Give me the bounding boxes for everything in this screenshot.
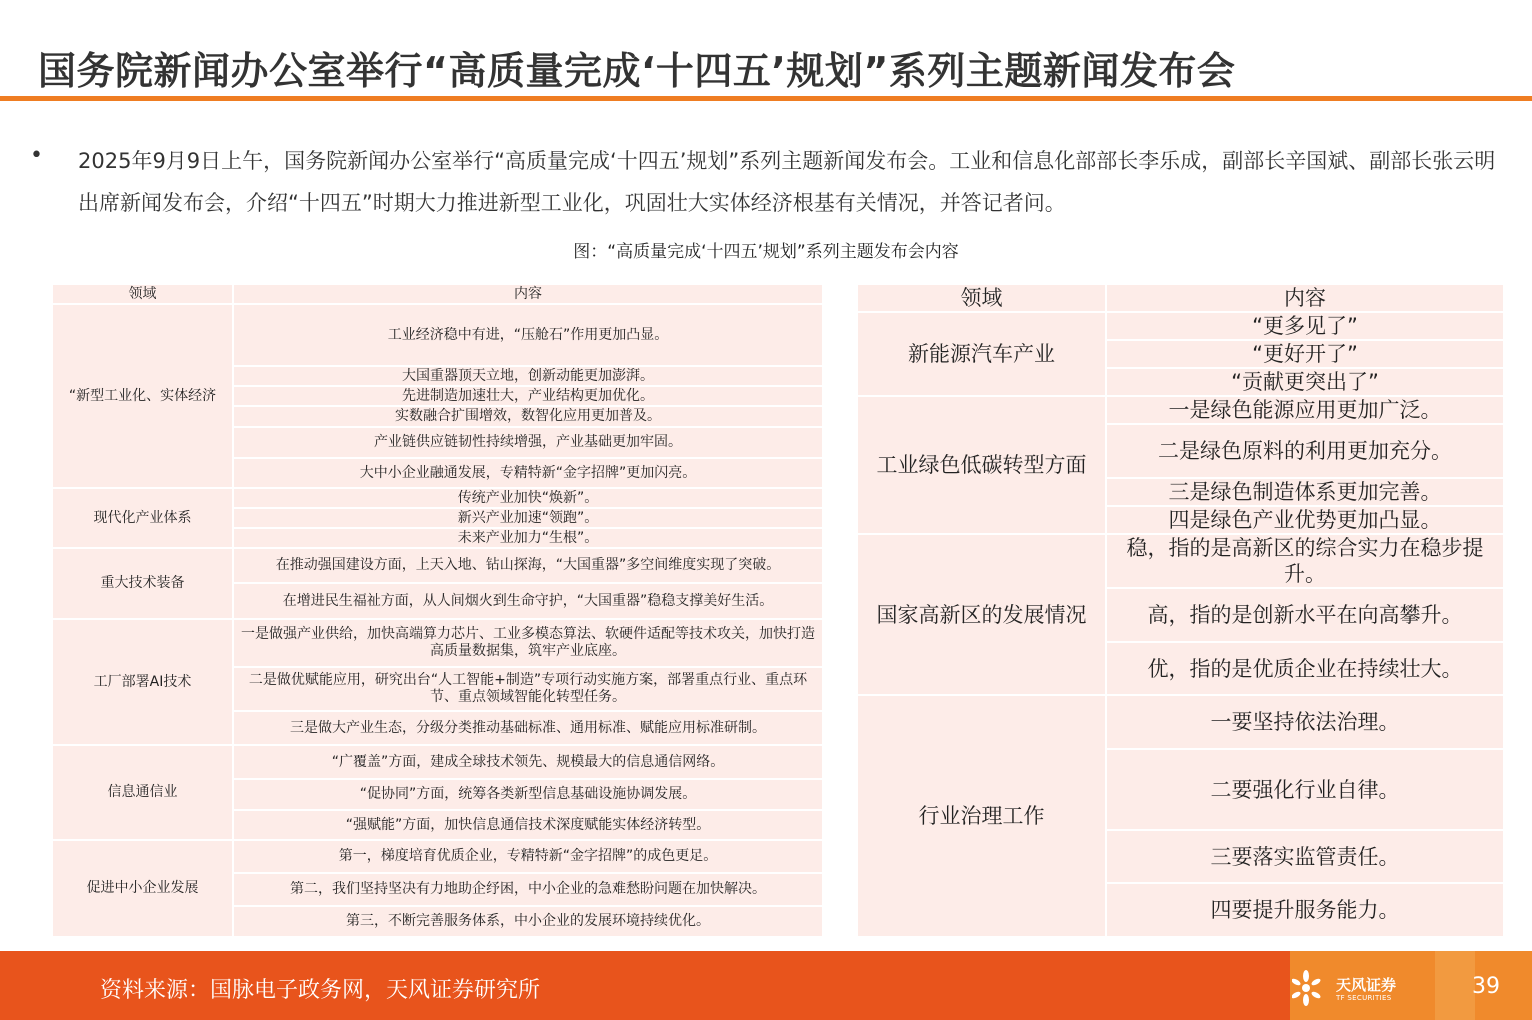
right-field-cell: 新能源汽车产业 bbox=[857, 312, 1106, 396]
left-content-cell: 工业经济稳中有进，“压舱石”作用更加凸显。 bbox=[233, 304, 823, 366]
right-content-cell: 一是绿色能源应用更加广泛。 bbox=[1106, 396, 1504, 424]
left-field-cell: “新型工业化、实体经济 bbox=[52, 304, 233, 488]
left-content-cell: 三是做大产业生态，分级分类推动基础标准、通用标准、赋能应用标准研制。 bbox=[233, 711, 823, 745]
bullet-marker: • bbox=[30, 143, 43, 168]
table-row bbox=[52, 548, 823, 583]
left-field-cell: 重大技术装备 bbox=[52, 548, 233, 619]
left-content-cell: 大国重器顶天立地，创新动能更加澎湃。 bbox=[233, 366, 823, 386]
left-content-cell: 产业链供应链韧性持续增强，产业基础更加牢固。 bbox=[233, 427, 823, 458]
left-field-cell: 工厂部署AI技术 bbox=[52, 619, 233, 745]
left-content-cell: 实数融合扩围增效，数智化应用更加普及。 bbox=[233, 406, 823, 427]
left-content-cell: 传统产业加快“焕新”。 bbox=[233, 488, 823, 508]
right-content-cell: 稳，指的是高新区的综合实力在稳步提升。 bbox=[1106, 534, 1504, 588]
intro-paragraph: 2025年9月9日上午，国务院新闻办公室举行“高质量完成‘十四五’规划”系列主题新闻发布会。工业和信息化部部长李乐成，副部长辛国斌、副部长张云明出席新闻发布会，介绍“十四五”时期大力推进新型工业化，巩固壮大实体经济根基有关情况，并答记者问。 bbox=[78, 149, 1496, 215]
logo-subtitle: TF SECURITIES bbox=[1336, 994, 1392, 1002]
right-table bbox=[856, 283, 1505, 938]
right-content-cell: 四要提升服务能力。 bbox=[1106, 883, 1504, 937]
right-content-cell: 二是绿色原料的利用更加充分。 bbox=[1106, 424, 1504, 478]
left-content-cell: 二是做优赋能应用，研究出台“人工智能+制造”专项行动实施方案，部署重点行业、重点环节、重点领域智能化转型任务。 bbox=[233, 667, 823, 711]
right-content-cell: 三是绿色制造体系更加完善。 bbox=[1106, 478, 1504, 506]
left-content-cell: 在推动强国建设方面，上天入地、钻山探海，“大国重器”多空间维度实现了突破。 bbox=[233, 548, 823, 583]
table-row bbox=[857, 396, 1504, 424]
left-content-cell: 一是做强产业供给，加快高端算力芯片、工业多模态算法、软硬件适配等技术攻关，加快打造高质量数据集，筑牢产业底座。 bbox=[233, 619, 823, 667]
table-row bbox=[857, 312, 1504, 340]
table-row bbox=[857, 534, 1504, 588]
left-content-cell: 大中小企业融通发展，专精特新“金字招牌”更加闪亮。 bbox=[233, 458, 823, 488]
footer-stripe bbox=[1435, 951, 1475, 1020]
right-header-cell: 内容 bbox=[1106, 284, 1504, 312]
page-number: 39 bbox=[1472, 974, 1500, 999]
right-content-cell: 三要落实监管责任。 bbox=[1106, 830, 1504, 883]
right-header-cell: 领域 bbox=[857, 284, 1106, 312]
left-header-cell: 领域 bbox=[52, 284, 233, 304]
left-field-cell: 信息通信业 bbox=[52, 745, 233, 840]
right-content-cell: 高，指的是创新水平在向高攀升。 bbox=[1106, 588, 1504, 642]
left-field-cell: 促进中小企业发展 bbox=[52, 840, 233, 937]
logo-name: 天风证券 bbox=[1336, 976, 1397, 994]
right-field-cell: 国家高新区的发展情况 bbox=[857, 534, 1106, 695]
left-content-cell: 第二，我们坚持坚决有力地助企纾困，中小企业的急难愁盼问题在加快解决。 bbox=[233, 873, 823, 906]
left-content-cell: 新兴产业加速“领跑”。 bbox=[233, 508, 823, 528]
left-content-cell: “强赋能”方面，加快信息通信技术深度赋能实体经济转型。 bbox=[233, 810, 823, 840]
left-table bbox=[51, 283, 824, 938]
table-row bbox=[52, 840, 823, 873]
right-content-cell: “贡献更突出了” bbox=[1106, 368, 1504, 396]
right-content-cell: 优，指的是优质企业在持续壮大。 bbox=[1106, 642, 1504, 695]
right-field-cell: 行业治理工作 bbox=[857, 695, 1106, 937]
table-row bbox=[52, 745, 823, 779]
page-title: 国务院新闻办公室举行“高质量完成‘十四五’规划”系列主题新闻发布会 bbox=[38, 49, 1236, 93]
left-header-cell: 内容 bbox=[233, 284, 823, 304]
right-header-row bbox=[857, 284, 1504, 312]
left-field-cell: 现代化产业体系 bbox=[52, 488, 233, 548]
left-content-cell: 第一，梯度培育优质企业，专精特新“金字招牌”的成色更足。 bbox=[233, 840, 823, 873]
figure-caption: 图：“高质量完成‘十四五’规划”系列主题发布会内容 bbox=[573, 242, 959, 262]
right-content-cell: 二要强化行业自律。 bbox=[1106, 749, 1504, 830]
left-header-row bbox=[52, 284, 823, 304]
table-row bbox=[52, 488, 823, 508]
left-content-cell: 先进制造加速壮大，产业结构更加优化。 bbox=[233, 386, 823, 406]
right-content-cell: “更多见了” bbox=[1106, 312, 1504, 340]
left-content-cell: 第三，不断完善服务体系，中小企业的发展环境持续优化。 bbox=[233, 906, 823, 937]
left-content-cell: 未来产业加力“生根”。 bbox=[233, 528, 823, 548]
left-content-cell: “广覆盖”方面，建成全球技术领先、规模最大的信息通信网络。 bbox=[233, 745, 823, 779]
title-divider bbox=[0, 96, 1532, 101]
left-content-cell: 在增进民生福祉方面，从人间烟火到生命守护，“大国重器”稳稳支撑美好生活。 bbox=[233, 583, 823, 619]
right-field-cell: 工业绿色低碳转型方面 bbox=[857, 396, 1106, 534]
right-content-cell: “更好开了” bbox=[1106, 340, 1504, 368]
table-row bbox=[857, 695, 1504, 749]
right-content-cell: 四是绿色产业优势更加凸显。 bbox=[1106, 506, 1504, 534]
table-row bbox=[52, 304, 823, 366]
right-content-cell: 一要坚持依法治理。 bbox=[1106, 695, 1504, 749]
table-row bbox=[52, 619, 823, 667]
source-note: 资料来源：国脉电子政务网，天风证券研究所 bbox=[100, 978, 541, 1003]
left-content-cell: “促协同”方面，统筹各类新型信息基础设施协调发展。 bbox=[233, 779, 823, 810]
